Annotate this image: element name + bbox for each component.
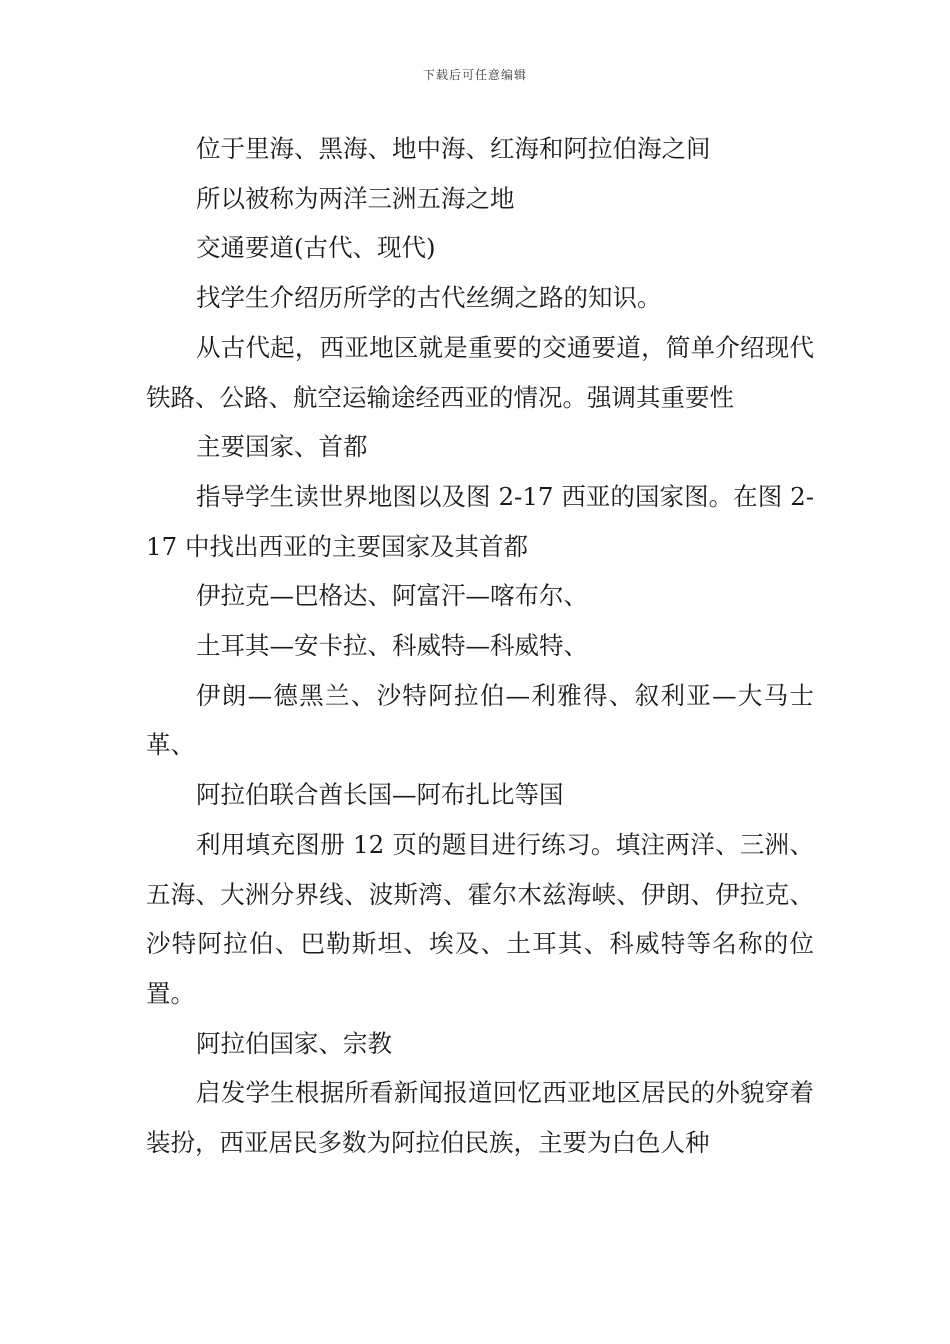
paragraph: 指导学生读世界地图以及图 2-17 西亚的国家图。在图 2-17 中找出西亚的主要国家及其首都: [146, 481, 814, 561]
paragraph: 交通要道(古代、现代): [196, 233, 436, 263]
paragraph: 利用填充图册 12 页的题目进行练习。填注两洋、三洲、五海、大洲分界线、波斯湾、霍尔木兹海峡、伊朗、伊拉克、沙特阿拉伯、巴勒斯坦、埃及、土耳其、科威特等名称的位置。: [146, 829, 814, 1008]
paragraph: 主要国家、首都: [196, 432, 368, 462]
paragraph: 土耳其—安卡拉、科威特—科威特、: [196, 631, 588, 661]
paragraph: 找学生介绍历所学的古代丝绸之路的知识。: [196, 283, 662, 313]
paragraph: 伊朗—德黑兰、沙特阿拉伯—利雅得、叙利亚—大马士革、: [146, 680, 814, 760]
paragraph: 伊拉克—巴格达、阿富汗—喀布尔、: [196, 581, 588, 611]
paragraph: 阿拉伯联合酋长国—阿布扎比等国: [196, 780, 564, 810]
page-header-note: 下载后可任意编辑: [422, 68, 527, 82]
paragraph: 从古代起，西亚地区就是重要的交通要道，简单介绍现代铁路、公路、航空运输途经西亚的情况。强调其重要性: [146, 332, 814, 412]
paragraph: 启发学生根据所看新闻报道回忆西亚地区居民的外貌穿着装扮，西亚居民多数为阿拉伯民族，主要为白色人种: [146, 1078, 814, 1158]
document-body: [146, 124, 814, 1168]
paragraph: 阿拉伯国家、宗教: [196, 1028, 392, 1058]
paragraph: 位于里海、黑海、地中海、红海和阿拉伯海之间: [196, 134, 711, 163]
paragraph: 所以被称为两洋三洲五海之地: [196, 183, 515, 213]
